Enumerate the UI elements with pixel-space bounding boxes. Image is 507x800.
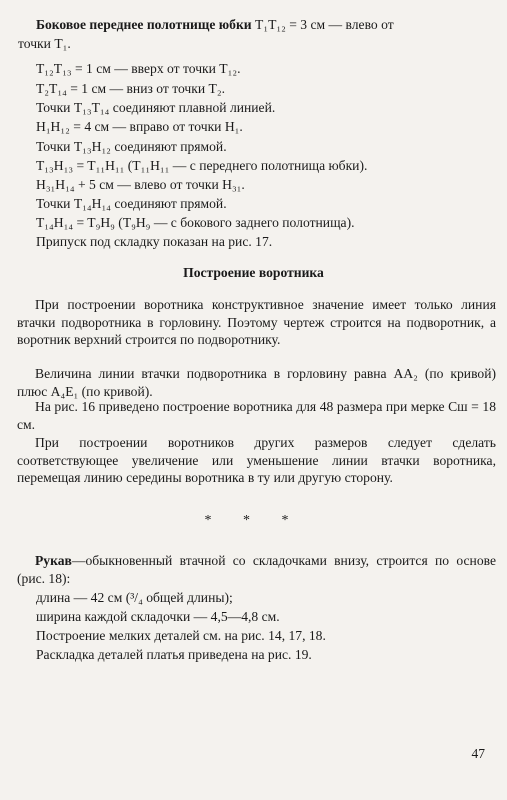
construction-step: T₂T₁₄ = 1 см — вниз от точки T₂. — [36, 81, 225, 96]
construction-step: T₁₄H₁₄ = T₉H₉ (T₉H₉ — с бокового заднего полотнища). — [36, 215, 355, 230]
paragraph: При построении воротника конструктивное значение имеет только линия втачки подворотника в горловину. Поэтому чертеж строится на подворотник, а воротник верхний строится по подворотнику. — [17, 297, 496, 347]
sleeve-intro — [17, 552, 496, 587]
paragraph: Величина линии втачки подворотника в горловину равна AA₂ (по кривой) плюс A₄E₁ (по кривой). — [17, 366, 496, 399]
skirt-title: Боковое переднее полотнище юбки — [36, 17, 252, 32]
construction-step: Припуск под складку показан на рис. 17. — [36, 234, 273, 249]
paragraph: При построении воротников других размеров следует сделать соответствующее увеличение или уменьшение линии втачки воротника, перемещая линию середины воротника в ту или другую сторону. — [17, 435, 496, 485]
skirt-title-line — [36, 16, 394, 34]
construction-step: Точки T₁₃T₁₄ соединяют плавной линией. — [36, 100, 276, 115]
construction-step: T₁₃H₁₃ = T₁₁H₁₁ (T₁₁H₁₁ — с переднего полотнища юбки). — [36, 158, 368, 173]
construction-step: Точки T₁₃H₁₂ соединяют прямой. — [36, 139, 227, 154]
sleeve-term: Рукав — [35, 553, 72, 568]
construction-step: H₃₁H₁₄ + 5 см — влево от точки H₃₁. — [36, 177, 245, 192]
page-number: 47 — [471, 746, 485, 761]
section-separator: * * * — [204, 513, 303, 528]
skirt-title-formula: T₁T₁₂ = 3 см — влево от — [251, 17, 394, 32]
collar-heading: Построение воротника — [183, 265, 324, 280]
construction-step: T₁₂T₁₃ = 1 см — вверх от точки T₁₂. — [36, 61, 241, 76]
sleeve-spec: ширина каждой складочки — 4,5—4,8 см. — [36, 609, 280, 624]
sleeve-spec: Раскладка деталей платья приведена на рис. 19. — [36, 647, 312, 662]
sleeve-spec: Построение мелких деталей см. на рис. 14, 17, 18. — [36, 628, 326, 643]
sleeve-spec: длина — 42 см (³/₄ общей длины); — [36, 590, 233, 605]
construction-step: H₁H₁₂ = 4 см — вправо от точки H₁. — [36, 119, 243, 134]
sleeve-description: —обыкновенный втачной со складочками внизу, строится по основе (рис. 18): — [17, 553, 496, 586]
skirt-title-continuation: точки T₁. — [18, 36, 71, 51]
paragraph: На рис. 16 приведено построение воротника для 48 размера при мерке Cш = 18 см. — [17, 399, 496, 432]
construction-step: Точки T₁₄H₁₄ соединяют прямой. — [36, 196, 227, 211]
